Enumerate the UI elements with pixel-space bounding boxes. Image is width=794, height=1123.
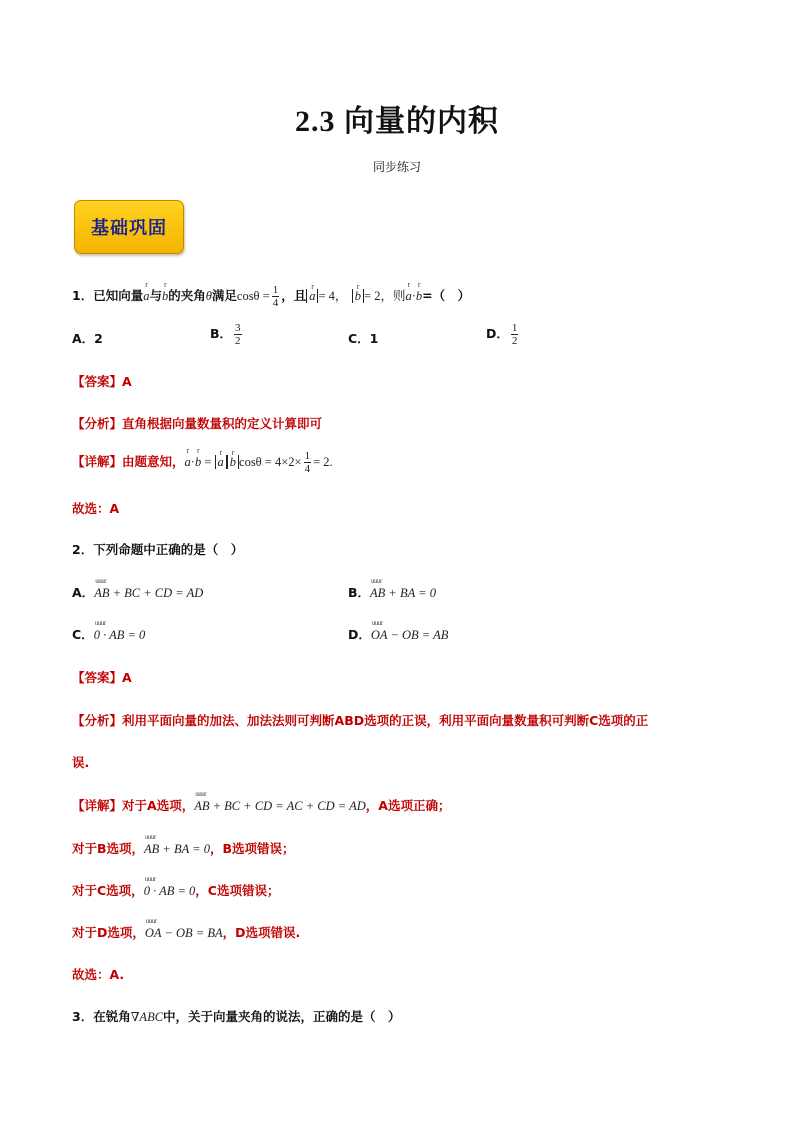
q1-option-d: D． $\frac{1}{2}$: [486, 322, 518, 347]
page-subtitle: 同步练习: [372, 160, 421, 174]
q2-analysis-cont: 误.: [72, 755, 90, 770]
q1-option-c: C．1: [348, 331, 379, 346]
q1-detail: 【详解】由题意知，r a·r b = r ar b cosθ = 4×2× $\frac{1}{4}$ = 2.: [72, 450, 333, 475]
q1-option-b: B． $\frac{3}{2}$: [210, 322, 241, 347]
q1-fraction: $\frac{1}{4}$: [272, 284, 279, 309]
q2-choose: 故选：A.: [72, 967, 125, 982]
q1-choose: 故选：A: [72, 501, 120, 516]
vector-a: r a: [143, 289, 149, 304]
section-badge-label: 基础巩固: [91, 218, 167, 239]
q1-option-a: A．2: [72, 331, 103, 346]
q2-option-b: B．uuur AB + BA = 0: [348, 583, 436, 601]
abs-b: r b: [352, 289, 364, 303]
q2-detail-d: 对于D选项，uuur OA − OB = BA，D选项错误.: [72, 923, 300, 941]
q2-analysis: 【分析】利用平面向量的加法、加法法则可判断ABD选项的正误，利用平面向量数量积可判断C选项的正: [72, 713, 649, 728]
abs-a: r a: [306, 289, 318, 303]
page-title: 2.3 向量的内积: [295, 105, 499, 138]
q1-stem: 1．已知向量r a与r b的夹角θ满足cosθ = $\frac{1}{4}$ ，且r a = 4， r b = 2，则r a·r b=（ ）: [72, 284, 470, 309]
q2-answer: 【答案】A: [72, 670, 132, 685]
q3-stem: 3．在锐角∇ABC中，关于向量夹角的说法，正确的是（ ）: [72, 1009, 401, 1024]
q1-answer: 【答案】A: [72, 374, 132, 389]
q2-detail-b: 对于B选项，uuur AB + BA = 0，B选项错误；: [72, 839, 295, 857]
section-badge: [74, 200, 184, 254]
q2-option-a: A．uuur AB + BC + CD = AD: [72, 583, 203, 601]
q2-detail-c: 对于C选项，uuur 0 · AB = 0，C选项错误；: [72, 881, 279, 899]
q2-option-c: C．uuur 0 · AB = 0: [72, 625, 145, 643]
q2-option-d: D．uuur OA − OB = AB: [348, 625, 448, 643]
q1-analysis: 【分析】直角根据向量数量积的定义计算即可: [72, 416, 323, 431]
q2-detail-a: 【详解】对于A选项，uuur AB + BC + CD = AC + CD = AD，A选项正确；: [72, 796, 450, 814]
q2-stem: 2．下列命题中正确的是（ ）: [72, 542, 244, 557]
vector-b: r b: [162, 289, 168, 304]
